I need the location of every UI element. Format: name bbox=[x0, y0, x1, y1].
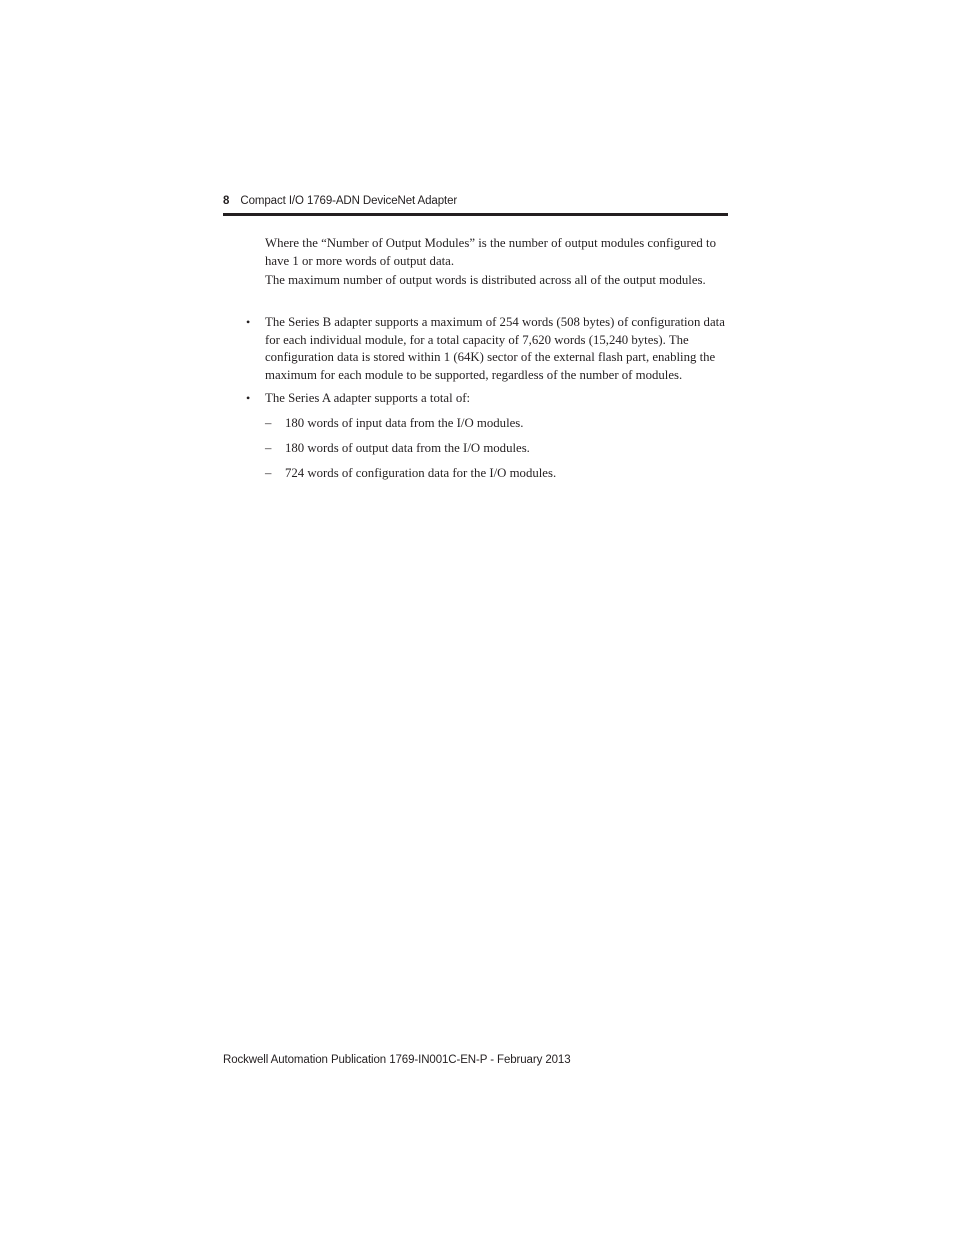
paragraph-output-words-distribution: The maximum number of output words is distributed across all of the output modules. bbox=[265, 273, 706, 287]
page-header bbox=[223, 193, 728, 211]
dash-marker: – bbox=[265, 416, 272, 430]
running-title: Compact I/O 1769-ADN DeviceNet Adapter bbox=[240, 195, 458, 207]
paragraph-output-modules-definition: Where the “Number of Output Modules” is the number of output modules configured to have 1 or more words of output data. bbox=[265, 236, 716, 268]
subitem-input-data: 180 words of input data from the I/O modules. bbox=[285, 416, 524, 430]
bullet-item-series-b: The Series B adapter supports a maximum of 254 words (508 bytes) of configuration data for each individual module, for a total capacity of 7,620 words (15,240 bytes). The configuration data is stored within 1 (64K) sector of the external flash part, enabling the maximum for each module to be supported, regardless of the number of modules. bbox=[265, 315, 725, 382]
subitem-configuration-data: 724 words of configuration data for the I/O modules. bbox=[285, 466, 557, 480]
dash-marker: – bbox=[265, 441, 272, 455]
dash-marker: – bbox=[265, 466, 272, 480]
bullet-marker: • bbox=[246, 315, 251, 329]
bullet-item-series-a: The Series A adapter supports a total of: bbox=[265, 391, 471, 405]
page-number: 8 bbox=[223, 195, 230, 207]
header-rule bbox=[223, 213, 728, 216]
subitem-output-data: 180 words of output data from the I/O modules. bbox=[285, 441, 530, 455]
bullet-marker: • bbox=[246, 391, 251, 405]
page-footer: Rockwell Automation Publication 1769-IN001C-EN-P - February 2013 bbox=[223, 1054, 571, 1066]
